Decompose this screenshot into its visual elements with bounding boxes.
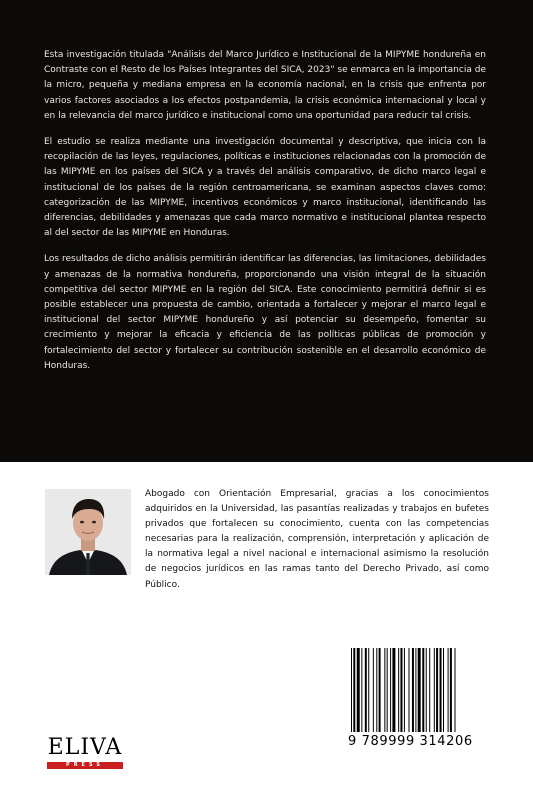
- publisher-name: ELIVA: [47, 735, 123, 760]
- barcode-bar: [392, 648, 395, 732]
- barcode-bar: [361, 648, 362, 732]
- barcode-bar: [429, 648, 430, 732]
- barcode-bar: [422, 648, 424, 732]
- barcode-bar: [357, 648, 360, 732]
- barcode-bar: [384, 648, 385, 732]
- barcode-bar: [365, 648, 367, 732]
- barcode-bar: [390, 648, 391, 732]
- publisher-subtitle: PRESS: [66, 762, 104, 768]
- barcode-bar: [404, 648, 405, 732]
- barcode-bar: [443, 648, 444, 732]
- barcode-bar: [440, 648, 442, 732]
- isbn-number: 9 789999 314206: [348, 734, 473, 749]
- barcode-bar: [450, 648, 452, 732]
- summary-paragraph-2: El estudio se realiza mediante una investigación documental y descriptiva, que inicia con la recopilación de las leyes, regulaciones, políticas e instituciones relacionadas con la promoción de las MIPYME en los países del SICA y a través del análisis comparativo, de dicho marco legal e institucional de los países de la región centroamericana, se examinan aspectos claves como: categorización de las MIPYME, incentivos económicos y marco institucional, identificando las diferencias, debilidades y amenazas que cada marco normativo e institucional plantea respecto al del sector de las MIPYME en Honduras.: [44, 137, 486, 239]
- publisher-logo: [45, 735, 125, 771]
- author-photo: [45, 489, 131, 575]
- barcode-bar: [409, 648, 410, 732]
- barcode-bar: [351, 648, 352, 732]
- barcode-bar: [434, 648, 435, 732]
- barcode-bar: [418, 648, 421, 732]
- barcode-bar: [412, 648, 414, 732]
- barcode-bar: [455, 648, 456, 732]
- barcode-bar: [426, 648, 427, 732]
- barcode-bar: [415, 648, 416, 732]
- barcode-bar: [368, 648, 369, 732]
- book-summary: [44, 48, 486, 385]
- barcode-bar: [373, 648, 374, 732]
- barcode-bar: [379, 648, 381, 732]
- barcode-icon: [347, 648, 495, 734]
- author-bio: Abogado con Orientación Empresarial, gracias a los conocimientos adquiridos en la Universidad, las pasantías realizadas y trabajos en bufetes privados que fortalecen su conocimiento, cuenta con las competencias necesarias para la realización, comprensión, interpretación y aplicación de la normativa legal a nivel nacional e internacional asimismo la resolución de negocios jurídicos en las ramas tanto del Derecho Privado, así como Público.: [145, 489, 489, 590]
- barcode-bar: [387, 648, 388, 732]
- barcode-bar: [400, 648, 402, 732]
- barcode-bar: [436, 648, 438, 732]
- barcode-bar: [448, 648, 449, 732]
- author-portrait-icon: [45, 489, 131, 575]
- barcode-bar: [353, 648, 355, 732]
- barcode-bar: [398, 648, 399, 732]
- summary-paragraph-1: Esta investigación titulada "Análisis del Marco Jurídico e Institucional de la MIPYME hondureña en Contraste con el Resto de los Países Integrantes del SICA, 2023" se enmarca en la importancia de la micro, pequeña y mediana empresa en la economía nacional, en la crisis que enfrenta por varios factores asociados a los efectos postpandemia, la crisis económica internacional y local y en la relevancia del marco jurídico e institucional como una oportunidad para reducir tal crisis.: [44, 50, 486, 121]
- summary-paragraph-3: Los resultados de dicho análisis permitirán identificar las diferencias, las limitaciones, debilidades y amenazas de la normativa hondureña, proporcionando una visión integral de la situación competitiva del sector MIPYME en la región del SICA. Este conocimiento permitirá definir si es posible establecer una propuesta de cambio, orientada a fortalecer y mejorar el marco legal e institucional del sector MIPYME hondureño y así potenciar su desempeño, fomentar su crecimiento y mejorar la eficacia y eficiencia de las políticas públicas de promoción y fortalecimiento del sector y fortalecer su contribución sostenible en el desarrollo económico de Honduras.: [44, 254, 486, 371]
- barcode-bar: [376, 648, 377, 732]
